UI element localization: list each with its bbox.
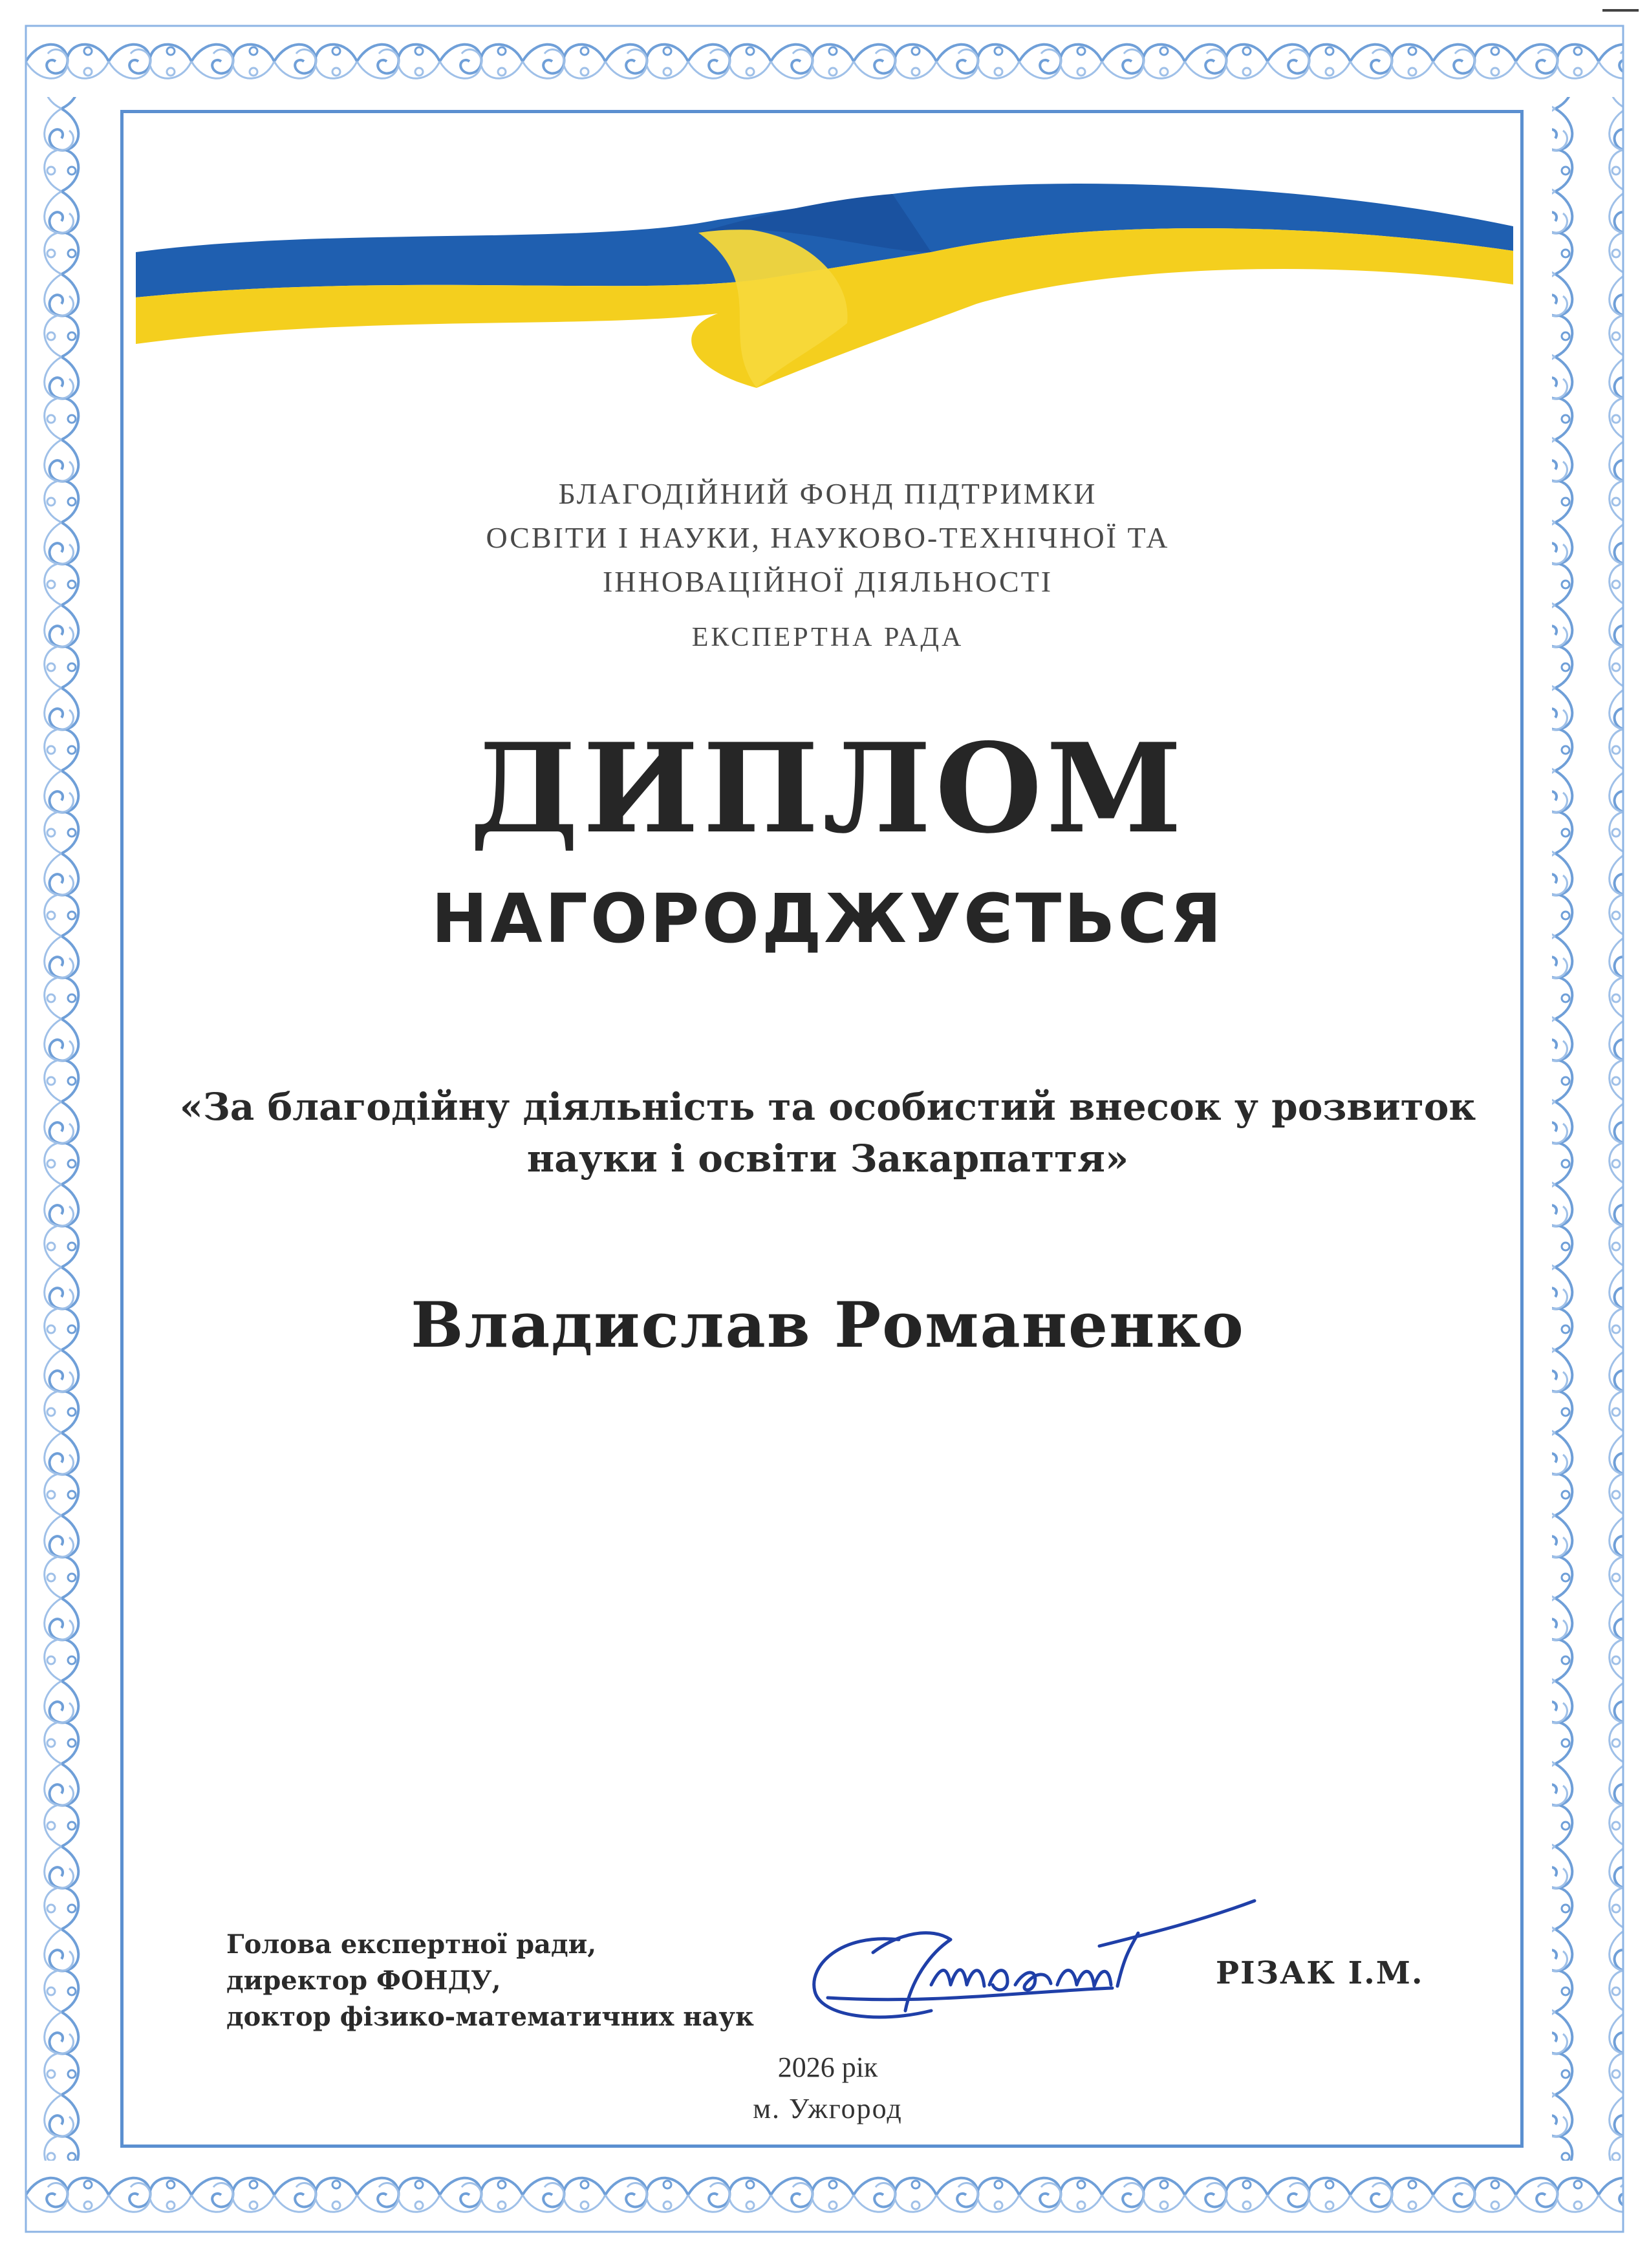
organization-line: ОСВІТИ І НАУКИ, НАУКОВО-ТЕХНІЧНОЇ ТА bbox=[486, 521, 1170, 554]
issue-city: м. Ужгород bbox=[753, 2093, 903, 2124]
signatory-position-line: директор ФОНДУ, bbox=[226, 1965, 501, 1996]
signatory-name: РІЗАК І.М. bbox=[1216, 1955, 1424, 1991]
award-reason-line: науки і освіти Закарпаття» bbox=[526, 1137, 1129, 1181]
organization-line: ІННОВАЦІЙНОЇ ДІЯЛЬНОСТІ bbox=[602, 565, 1053, 598]
organization-line: БЛАГОДІЙНИЙ ФОНД ПІДТРИМКИ bbox=[558, 477, 1097, 510]
signatory-position-line: доктор фізико-математичних наук bbox=[226, 2002, 754, 2032]
scan-edge-mark bbox=[1602, 9, 1639, 12]
council-name: ЕКСПЕРТНА РАДА bbox=[691, 623, 964, 652]
recipient-name: Владислав Романенко bbox=[411, 1289, 1245, 1362]
handwritten-signature-icon bbox=[802, 1894, 1267, 2043]
signatory-position-line: Голова експертної ради, bbox=[226, 1929, 597, 1960]
award-reason-line: «За благодійну діяльність та особистий внесок у розвиток bbox=[179, 1085, 1476, 1129]
awarded-heading: НАГОРОДЖУЄТЬСЯ bbox=[431, 879, 1224, 958]
ukrainian-flag-ribbon-icon bbox=[136, 175, 1513, 407]
diploma-title: ДИПЛОМ bbox=[469, 716, 1186, 861]
issue-year: 2026 рік bbox=[777, 2051, 878, 2083]
